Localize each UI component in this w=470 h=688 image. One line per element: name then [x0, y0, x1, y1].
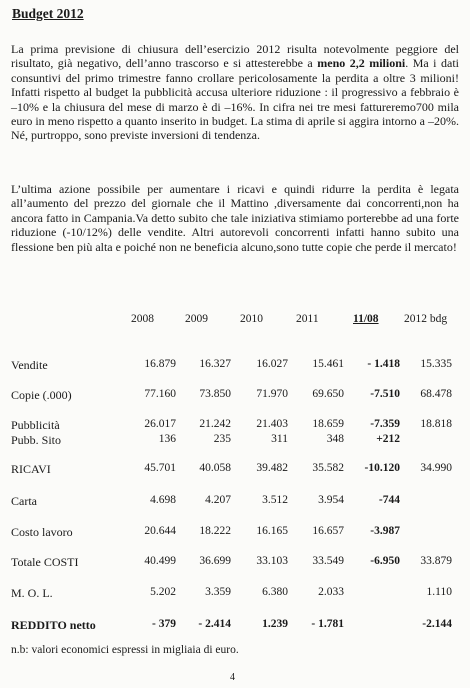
table-cell: 69.650 — [312, 388, 344, 400]
table-cell: +212 — [376, 433, 400, 445]
table-cell: 33.549 — [312, 555, 344, 567]
row-label: M. O. L. — [11, 586, 53, 600]
row-label: Totale COSTI — [11, 555, 79, 569]
table-cell: 34.990 — [420, 462, 452, 474]
table-cell: 3.512 — [262, 494, 288, 506]
table-cell: 16.165 — [256, 525, 288, 537]
table-cell: 1.110 — [426, 586, 452, 598]
col-header-2008: 2008 — [131, 313, 154, 325]
table-cell: -3.987 — [370, 525, 400, 537]
table-cell: 4.207 — [205, 494, 231, 506]
table-cell: 2.033 — [318, 586, 344, 598]
table-cell: 18.818 — [420, 418, 452, 430]
row-label: REDDITO netto — [11, 618, 96, 632]
table-cell: 33.879 — [420, 555, 452, 567]
table-cell: -7.359 — [370, 418, 400, 430]
table-cell: -10.120 — [364, 462, 400, 474]
table-cell: 15.335 — [420, 358, 452, 370]
col-header-2009: 2009 — [185, 313, 208, 325]
page-title: Budget 2012 — [12, 6, 84, 21]
table-cell: 235 — [213, 433, 231, 445]
table-cell: 18.222 — [199, 525, 231, 537]
table-cell: - 1.418 — [367, 358, 400, 370]
table-cell: -744 — [378, 494, 400, 506]
paragraph-forecast-bold: meno 2,2 milioni — [317, 56, 406, 71]
table-cell: 40.499 — [144, 555, 176, 567]
table-cell: 71.970 — [256, 388, 288, 400]
row-label: Pubb. Sito — [11, 433, 62, 447]
table-cell: 26.017 — [144, 418, 176, 430]
table-cell: 4.698 — [150, 494, 176, 506]
table-cell: 35.582 — [312, 462, 344, 474]
paragraph-price-action: L’ultima azione possibile per aumentare i ricavi e quindi ridurre la perdita è legata all’aumento del prezzo del giornale che il Mattino ,diversamente dai concorrenti,non ha ancora fatto in Campania.Va detto subito che tale iniziativa stimiamo porterebbe ad una forte riduzione (-10/12%) delle vendite. Altri autorevoli concorrenti infatti hanno subito una flessione ben più alta e poiché non ne beneficia alcuno,sono tutte copie che perde il mercato! — [11, 182, 459, 254]
table-cell: 33.103 — [256, 555, 288, 567]
table-cell: -7.510 — [370, 388, 400, 400]
col-header-11-08: 11/08 — [353, 313, 379, 325]
table-cell: 20.644 — [144, 525, 176, 537]
table-cell: 16.327 — [199, 358, 231, 370]
table-cell: -2.144 — [422, 618, 452, 630]
table-cell: -6.950 — [370, 555, 400, 567]
table-cell: 16.027 — [256, 358, 288, 370]
table-cell: 5.202 — [150, 586, 176, 598]
col-header-2011: 2011 — [296, 313, 319, 325]
row-label: Carta — [11, 494, 37, 508]
table-cell: 3.954 — [318, 494, 344, 506]
table-cell: 21.403 — [256, 418, 288, 430]
table-cell: 16.657 — [312, 525, 344, 537]
table-cell: 73.850 — [199, 388, 231, 400]
table-cell: - 2.414 — [198, 618, 231, 630]
table-cell: - 1.781 — [311, 618, 344, 630]
table-cell: 39.482 — [256, 462, 288, 474]
table-cell: 68.478 — [420, 388, 452, 400]
table-cell: 348 — [326, 433, 344, 445]
table-cell: 1.239 — [262, 618, 288, 630]
paragraph-forecast-text-a: La prima previsione di chiusura dell’esercizio 2012 risulta notevolmente peggiore del risultato, già negativo, dell’anno trascorso e si attesterebbe a — [11, 42, 459, 71]
page-number: 4 — [230, 672, 235, 683]
table-cell: 6.380 — [262, 586, 288, 598]
table-cell: 15.461 — [312, 358, 344, 370]
col-header-2010: 2010 — [240, 313, 263, 325]
table-cell: 45.701 — [144, 462, 176, 474]
table-cell: 36.699 — [199, 555, 231, 567]
table-cell: 77.160 — [144, 388, 176, 400]
row-label: Pubblicità — [11, 418, 60, 432]
paragraph-forecast — [11, 42, 459, 143]
table-cell: 18.659 — [312, 418, 344, 430]
table-cell: 21.242 — [199, 418, 231, 430]
table-cell: 3.359 — [205, 586, 231, 598]
table-cell: 311 — [271, 433, 288, 445]
row-label: RICAVI — [11, 462, 51, 476]
row-label: Costo lavoro — [11, 525, 73, 539]
row-label: Vendite — [11, 358, 48, 372]
row-label: Copie (.000) — [11, 388, 72, 402]
col-header-2012-bdg: 2012 bdg — [404, 313, 448, 325]
table-cell: 136 — [158, 433, 176, 445]
footnote: n.b: valori economici espressi in migliaia di euro. — [11, 644, 239, 656]
table-cell: - 379 — [152, 618, 176, 630]
table-cell: 16.879 — [144, 358, 176, 370]
table-cell: 40.058 — [199, 462, 231, 474]
paragraph-forecast-text-b: . Ma i dati consuntivi del primo trimestre fanno crollare pericolosamente la perdita a oltre 3 milioni! Infatti rispetto al budget la pubblicità accusa ulteriore riduzione : il progressivo a febbraio è –10% e la chiusura del mese di marzo è di –16%. In cifra nei tre mesi fattureremo700 mila euro in meno rispetto a quanto inserito in budget. La stima di aprile si aggira intorno a –20%. Né, purtroppo, sono previste inversioni di tendenza. — [11, 56, 459, 143]
